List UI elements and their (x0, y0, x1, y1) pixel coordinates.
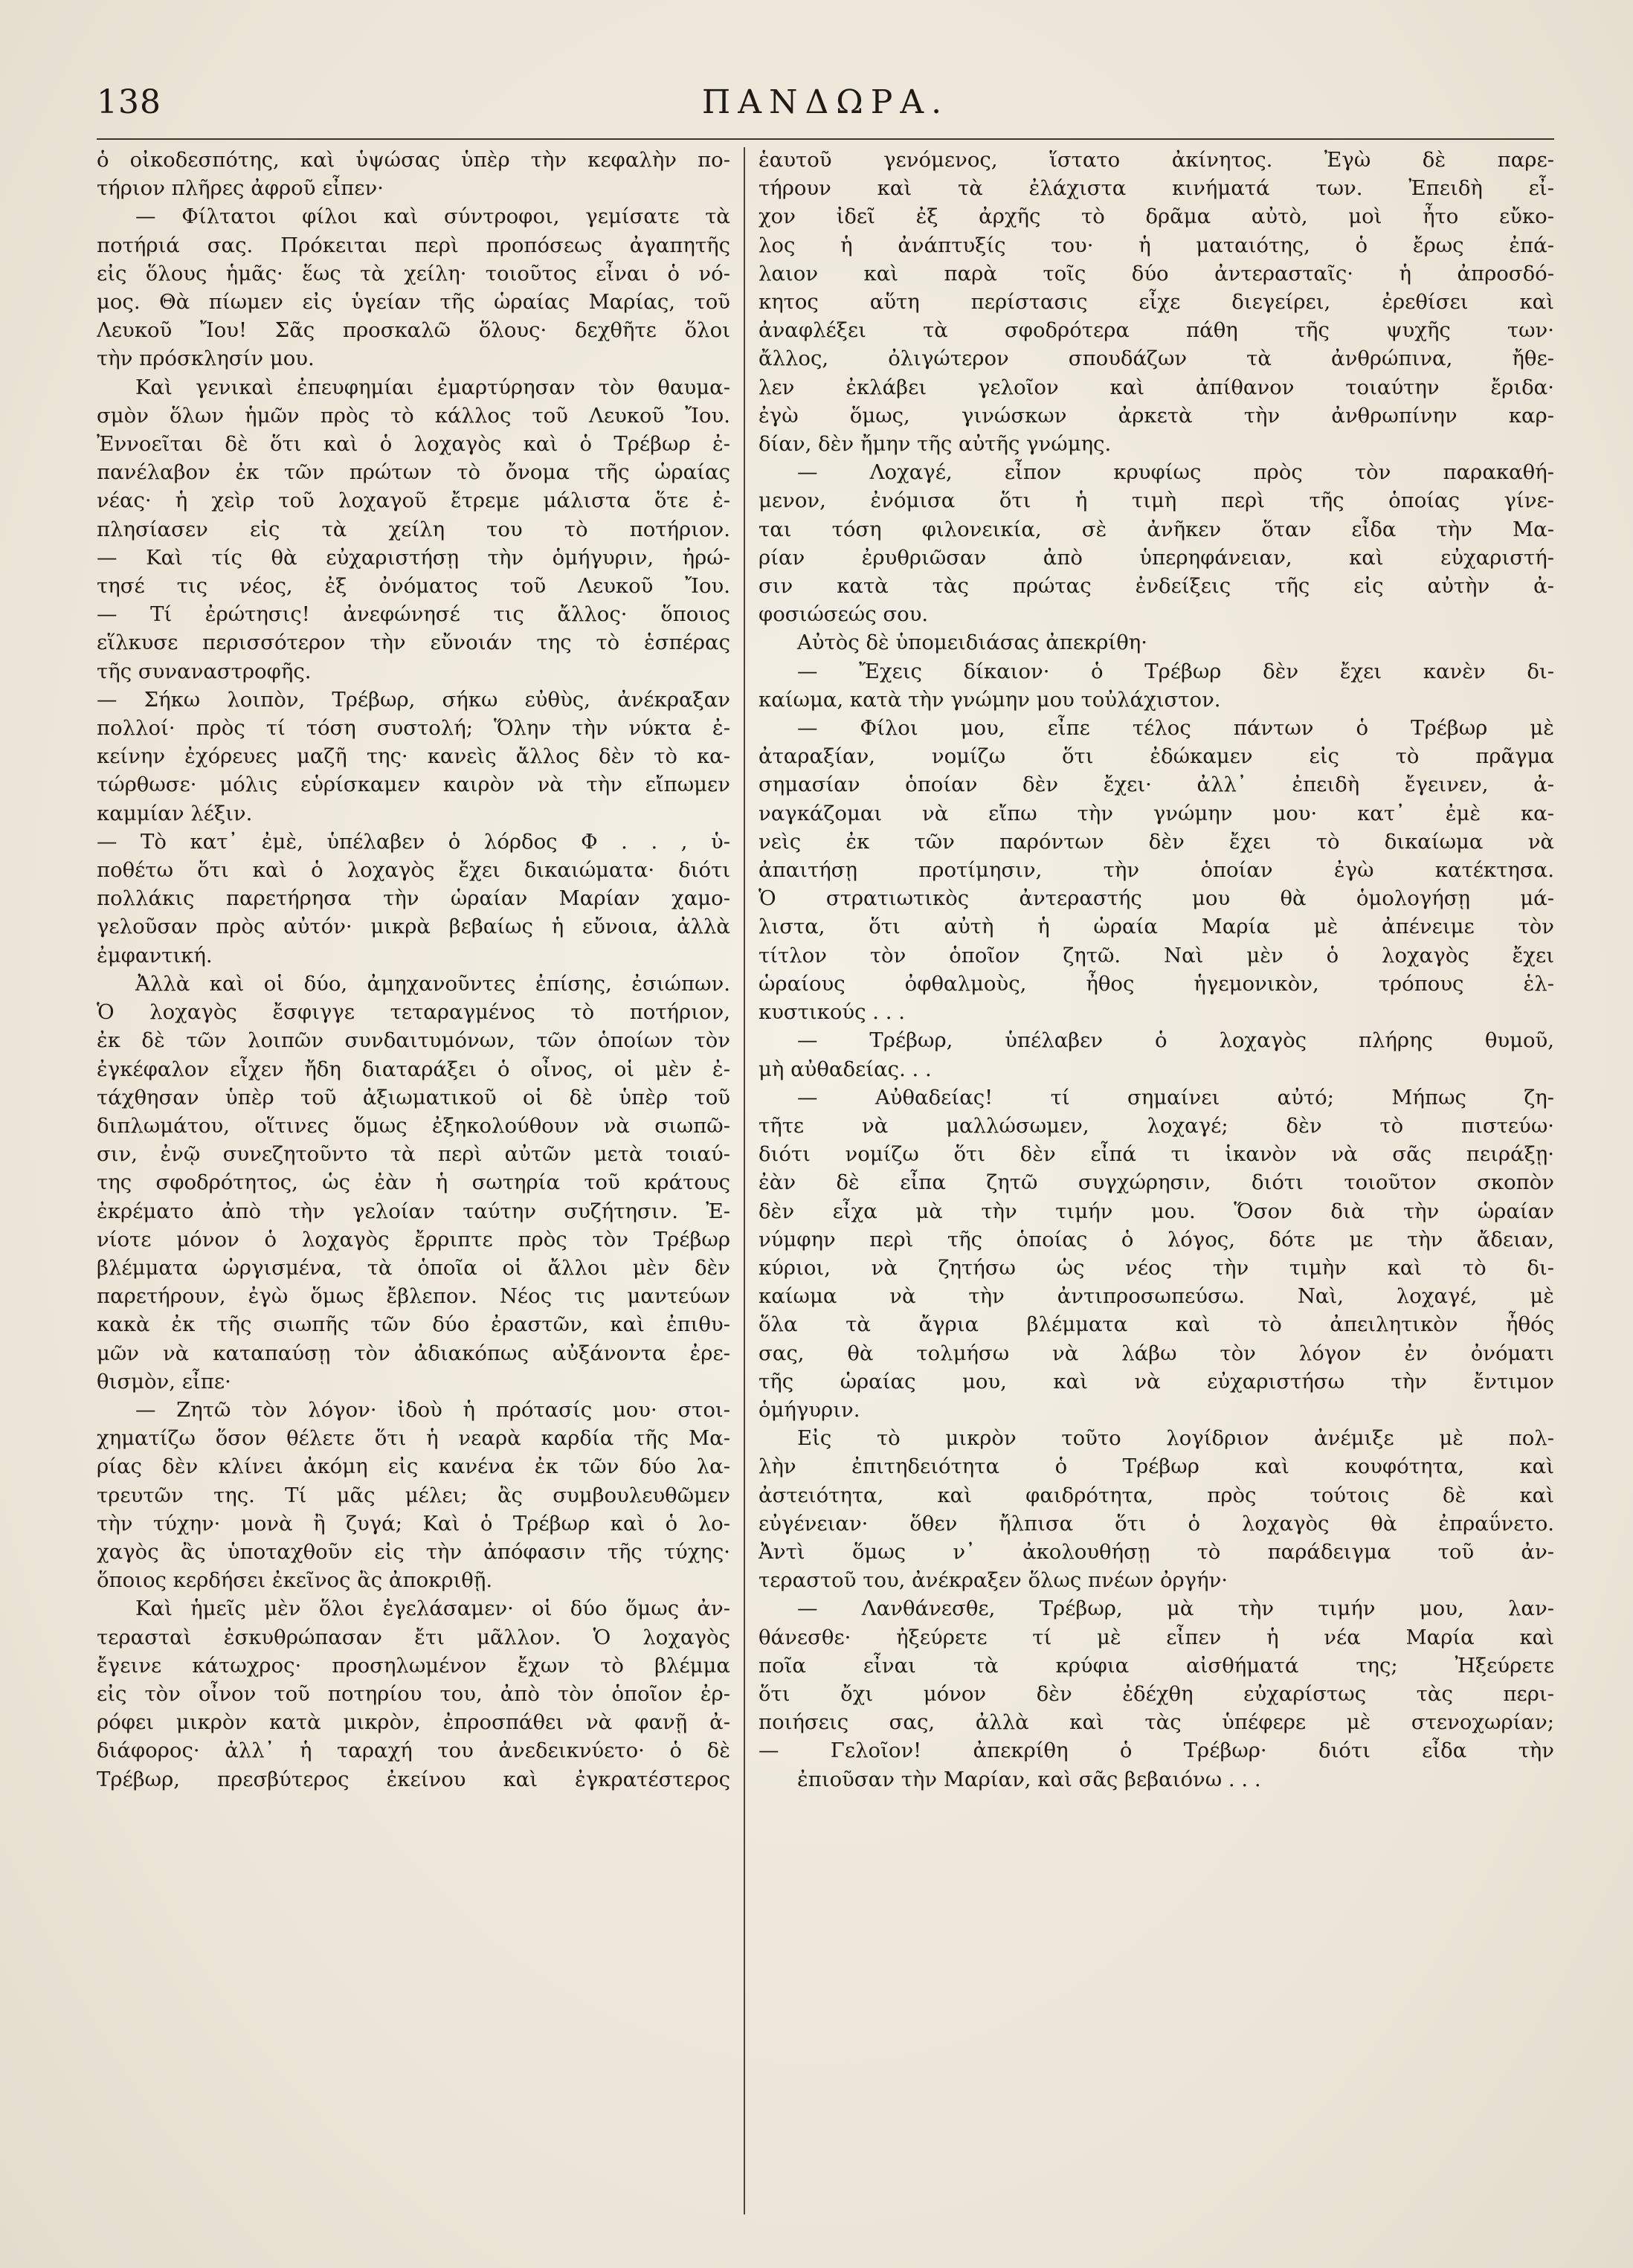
text-line: τερασταὶ ἐσκυθρώπασαν ἔτι μᾶλλον. Ὁ λοχαγὸς (97, 1625, 730, 1649)
text-line: — Ἔχεις δίκαιον· ὁ Τρέβωρ δὲν ἔχει κανὲν δι- (797, 659, 1554, 683)
text-line: τεραστοῦ του, ἀνέκραξεν ὅλως πνέων ὀργήν· (758, 1568, 1228, 1593)
text-line: λιστα, ὅτι αὐτὴ ἡ ὡραία Μαρία μὲ ἀπένειμε τὸν (758, 915, 1554, 939)
text-line: τῆς συναναστροφῆς. (97, 659, 312, 683)
text-line: τίτλον τὸν ὁποῖον ζητῶ. Ναὶ μὲν ὁ λοχαγὸς ἔχει (758, 943, 1554, 967)
text-line: Ἀλλὰ καὶ οἱ δύο, ἀμηχανοῦντες ἐπίσης, ἐσιώπων. (135, 971, 730, 996)
text-line: ὅτι ὄχι μόνον δὲν ἐδέχθη εὐχαρίστως τὰς περι- (758, 1681, 1554, 1706)
text-line: μενον, ἐνόμισα ὅτι ἡ τιμὴ περὶ τῆς ὁποίας γίνε- (758, 489, 1554, 513)
text-line: Καὶ γενικαὶ ἐπευφημίαι ἐμαρτύρησαν τὸν θαυμα- (135, 375, 730, 399)
text-line: σιν κατὰ τὰς πρώτας ἐνδείξεις τῆς εἰς αὐτὴν ἀ- (758, 574, 1554, 599)
text-line: ται τόση φιλονεικία, σὲ ἀνῆκεν ὅταν εἶδα τὴν Μα- (758, 517, 1554, 541)
text-line: ναγκάζομαι νὰ εἴπω τὴν γνώμην μου· κατ᾽ ἐμὲ κα- (758, 801, 1554, 825)
text-line: — Τὸ κατ᾽ ἐμὲ, ὑπέλαβεν ὁ λόρδος Φ . . , ὑ- (97, 829, 730, 854)
text-line: ποιήσεις σας, ἀλλὰ καὶ τὰς ὑπέφερε μὲ στενοχωρίαν; (758, 1710, 1554, 1735)
text-line: πολλάκις παρετήρησα τὴν ὡραίαν Μαρίαν χαμο- (97, 886, 730, 911)
page-header (97, 83, 1554, 128)
text-line: διάφορος· ἀλλ᾽ ἡ ταραχή του ἀνεδεικνύετο· ὁ δὲ (97, 1739, 730, 1763)
text-line: Εἰς τὸ μικρὸν τοῦτο λογίδριον ἀνέμιξε μὲ πολ- (797, 1426, 1554, 1451)
text-line: ὁ οἰκοδεσπότης, καὶ ὑψώσας ὑπὲρ τὴν κεφαλὴν πο- (97, 148, 730, 172)
text-line: κυστικούς . . . (758, 1000, 905, 1025)
text-line: Ὁ στρατιωτικὸς ἀντεραστής μου θὰ ὁμολογήσῃ μά- (758, 886, 1554, 911)
text-line: ἐγὼ ὅμως, γινώσκων ἀρκετὰ τὴν ἀνθρωπίνην καρ- (758, 403, 1554, 428)
text-line: λαιον καὶ παρὰ τοῖς δύο ἀντερασταῖς· ἡ ἀπροσδό- (758, 261, 1554, 286)
text-line: ἑαυτοῦ γενόμενος, ἵστατο ἀκίνητος. Ἐγὼ δὲ παρε- (758, 148, 1554, 172)
text-line: λὴν ἐπιτηδειότητα ὁ Τρέβωρ καὶ κουφότητα, καὶ (758, 1454, 1554, 1479)
text-line: — Φίλτατοι φίλοι καὶ σύντροφοι, γεμίσατε τὰ (135, 204, 730, 229)
text-line: τάχθησαν ὑπὲρ τοῦ ἀξιωματικοῦ οἱ δὲ ὑπὲρ τοῦ (97, 1085, 730, 1109)
text-line: ὅποιος κερδήσει ἐκεῖνος ἂς ἀποκριθῇ. (97, 1568, 493, 1593)
text-line: ποτήριά σας. Πρόκειται περὶ προπόσεως ἀγαπητῆς (97, 233, 730, 257)
text-line: τήρουν καὶ τὰ ἐλάχιστα κινήματά των. Ἐπειδὴ εἶ- (758, 176, 1554, 201)
text-line: δὲν εἶχα μὰ τὴν τιμήν μου. Ὅσον διὰ τὴν ὡραίαν (758, 1199, 1554, 1223)
text-line: τώρθωσε· μόλις εὑρίσκαμεν καιρὸν νὰ τὴν εἴπωμεν (97, 773, 730, 797)
text-line: θισμὸν, εἶπε· (97, 1369, 231, 1394)
text-line: πολλοί· πρὸς τί τόση συστολή; Ὅλην τὴν νύκτα ἐ- (97, 716, 730, 741)
text-line: ἀταραξίαν, νομίζω ὅτι ἐδώκαμεν εἰς τὸ πρᾶγμα (758, 744, 1554, 769)
text-line: Τρέβωρ, πρεσβύτερος ἐκείνου καὶ ἐγκρατέστερος (97, 1767, 730, 1791)
right-column (758, 146, 1554, 1794)
text-line: κύριοι, νὰ ζητήσω ὡς νέος τὴν τιμὴν καὶ τὸ δι- (758, 1255, 1554, 1280)
text-line: ἀπαιτήσῃ προτίμησιν, τὴν ὁποίαν ἐγὼ κατέκτησα. (758, 858, 1554, 883)
text-line: ἀστειότητα, καὶ φαιδρότητα, πρὸς τούτοις δὲ καὶ (758, 1483, 1554, 1507)
text-line: νεὶς ἐκ τῶν παρόντων δὲν ἔχει τὸ δικαίωμα νὰ (758, 829, 1554, 854)
left-column (97, 146, 730, 1794)
text-line: — Καὶ τίς θὰ εὐχαριστήσῃ τὴν ὁμήγυριν, ἠρώ- (97, 545, 730, 570)
text-line: φοσιώσεώς σου. (758, 602, 929, 627)
text-line: — Τρέβωρ, ὑπέλαβεν ὁ λοχαγὸς πλήρης θυμοῦ, (797, 1028, 1554, 1053)
text-line: σιν, ἐνῷ συνεζητοῦντο τὰ περὶ αὐτῶν μετὰ τοιαύ- (97, 1142, 730, 1167)
text-line: διότι νομίζω ὅτι δὲν εἶπά τι ἱκανὸν νὰ σᾶς πειράξῃ· (758, 1142, 1554, 1167)
text-line: καμμίαν λέξιν. (97, 801, 253, 825)
text-line: θάνεσθε· ἠξεύρετε τί μὲ εἶπεν ἡ νέα Μαρία καὶ (758, 1625, 1554, 1649)
text-line: ἐὰν δὲ εἶπα ζητῶ συγχώρησιν, διότι τοιοῦτον σκοπὸν (758, 1170, 1554, 1195)
text-line: — Λανθάνεσθε, Τρέβωρ, μὰ τὴν τιμήν μου, λαν- (797, 1597, 1554, 1621)
text-line: Λευκοῦ Ἴου! Σᾶς προσκαλῶ ὅλους· δεχθῆτε ὅλοι (97, 318, 730, 343)
text-line: γελοῦσαν πρὸς αὐτόν· μικρὰ βεβαίως ἡ εὔνοια, ἀλλὰ (97, 915, 730, 939)
text-line: της σφοδρότητος, ὡς ἐὰν ἡ σωτηρία τοῦ κράτους (97, 1170, 730, 1195)
text-line: — Τί ἐρώτησις! ἀνεφώνησέ τις ἄλλος· ὅποιος (97, 602, 730, 627)
text-line: Καὶ ἡμεῖς μὲν ὅλοι ἐγελάσαμεν· οἱ δύο ὅμως ἀν- (135, 1597, 730, 1621)
text-line: νίοτε μόνον ὁ λοχαγὸς ἔρριπτε πρὸς τὸν Τρέβωρ (97, 1227, 730, 1251)
text-line: ἄλλος, ὀλιγώτερον σπουδάζων τὰ ἀνθρώπινα, ἤθε- (758, 347, 1554, 371)
text-line: τήριον πλῆρες ἀφροῦ εἶπεν· (97, 176, 384, 201)
text-line: σμὸν ὅλων ἡμῶν πρὸς τὸ κάλλος τοῦ Λευκοῦ Ἴου. (97, 403, 730, 428)
text-line: εἰς ὅλους ἡμᾶς· ἕως τὰ χείλη· τοιοῦτος εἶναι ὁ νό- (97, 261, 730, 286)
text-line: ἐκ δὲ τῶν λοιπῶν συνδαιτυμόνων, τῶν ὁποίων τὸν (97, 1028, 730, 1053)
text-line: τὴν τύχην· μονὰ ἢ ζυγά; Καὶ ὁ Τρέβωρ καὶ ὁ λο- (97, 1511, 730, 1536)
text-line: — Σήκω λοιπὸν, Τρέβωρ, σήκω εὐθὺς, ἀνέκραξαν (97, 687, 730, 712)
text-line: πλησίασεν εἰς τὰ χείλη του τὸ ποτήριον. (97, 517, 730, 541)
running-title: ΠΑΝΔΩΡΑ. (701, 83, 950, 121)
text-line: τῆτε νὰ μαλλώσωμεν, λοχαγέ; δὲν τὸ πιστεύω· (758, 1113, 1554, 1138)
text-line: νύμφην περὶ τῆς ὁποίας ὁ λόγος, δότε με τὴν ἄδειαν, (758, 1227, 1554, 1251)
text-line: χον ἰδεῖ ἐξ ἀρχῆς τὸ δρᾶμα αὐτὸ, μοὶ ἦτο εὔκο- (758, 204, 1554, 229)
text-line: ἀναφλέξει τὰ σφοδρότερα πάθη τῆς ψυχῆς των· (758, 318, 1554, 343)
text-line: ρίαν ἐρυθριῶσαν ἀπὸ ὑπερηφάνειαν, καὶ εὐχαριστή- (758, 545, 1554, 570)
text-line: ρίας δὲν κλίνει ἀκόμη εἰς κανένα ἐκ τῶν δύο λα- (97, 1454, 730, 1479)
text-line: δίαν, δὲν ἤμην τῆς αὐτῆς γνώμης. (758, 432, 1112, 457)
text-line: ἐγκέφαλον εἶχεν ἤδη διαταράξει ὁ οἶνος, οἱ μὲν ἐ- (97, 1057, 730, 1081)
text-line: τῆς ὡραίας μου, καὶ νὰ εὐχαριστήσω τὴν ἔντιμον (758, 1369, 1554, 1394)
text-line: ὁμήγυριν. (758, 1397, 860, 1422)
text-line: μὴ αὐθαδείας. . . (758, 1057, 932, 1081)
text-line: ποθέτω ὅτι καὶ ὁ λοχαγὸς ἔχει δικαιώματα· διότι (97, 858, 730, 883)
text-line: κητος αὕτη περίστασις εἶχε διεγείρει, ἐρεθίσει καὶ (758, 290, 1554, 315)
text-line: — Λοχαγέ, εἶπον κρυφίως πρὸς τὸν παρακαθή- (797, 460, 1554, 485)
text-line: διπλωμάτου, οἵτινες ὅμως ἐξηκολούθουν νὰ σιωπῶ- (97, 1113, 730, 1138)
text-line: βλέμματα ὠργισμένα, τὰ ὁποῖα οἱ ἄλλοι μὲν δὲν (97, 1255, 730, 1280)
text-line: — Ζητῶ τὸν λόγον· ἰδοὺ ἡ πρότασίς μου· στοι- (135, 1397, 730, 1422)
text-line: καίωμα νὰ τὴν ἀντιπροσωπεύσω. Ναὶ, λοχαγέ, μὲ (758, 1284, 1554, 1309)
text-line: κακὰ ἐκ τῆς σιωπῆς τῶν δύο ἐραστῶν, καὶ ἐπιθυ- (97, 1312, 730, 1337)
text-line: ἐμφαντική. (97, 943, 213, 967)
text-line: κείνην ἐχόρευες μαζῆ της· κανεὶς ἄλλος δὲν τὸ κα- (97, 744, 730, 769)
header-rule (97, 138, 1554, 140)
column-divider (744, 147, 745, 2214)
text-line: μος. Θὰ πίωμεν εἰς ὑγείαν τῆς ὡραίας Μαρίας, τοῦ (97, 290, 730, 315)
text-line: εἰς τὸν οἶνον τοῦ ποτηρίου του, ἀπὸ τὸν ὁποῖον ἐρ- (97, 1681, 730, 1706)
text-line: ὡραίους ὀφθαλμοὺς, ἦθος ἡγεμονικὸν, τρόπους ἑλ- (758, 971, 1554, 996)
text-line: ἐκρέματο ἀπὸ τὴν γελοίαν ταύτην συζήτησιν. Ἐ- (97, 1199, 730, 1223)
text-line: λος ἡ ἀνάπτυξίς του· ἡ ματαιότης, ὁ ἔρως ἐπά- (758, 233, 1554, 257)
text-line: λεν ἐκλάβει γελοῖον καὶ ἀπίθανον τοιαύτην ἔριδα· (758, 375, 1554, 399)
text-line: τρευτῶν της. Τί μᾶς μέλει; ἂς συμβουλευθῶμεν (97, 1483, 730, 1507)
text-line: τὴν πρόσκλησίν μου. (97, 347, 315, 371)
text-line: ποῖα εἶναι τὰ κρύφια αἰσθήματά της; Ἠξεύρετε (758, 1653, 1554, 1678)
page-number: 138 (97, 83, 161, 121)
text-line: χηματίζω ὅσον θέλετε ὅτι ἡ νεαρὰ καρδία τῆς Μα- (97, 1426, 730, 1451)
text-line: ρόφει μικρὸν κατὰ μικρὸν, ἐπροσπάθει νὰ φανῇ ἀ- (97, 1710, 730, 1735)
text-line: Αὐτὸς δὲ ὑπομειδιάσας ἀπεκρίθη· (797, 631, 1147, 655)
text-line: τησέ τις νέος, ἐξ ὀνόματος τοῦ Λευκοῦ Ἴου. (97, 574, 730, 599)
text-line: ἐπιοῦσαν τὴν Μαρίαν, καὶ σᾶς βεβαιόνω . . . (797, 1767, 1261, 1791)
text-line: πανέλαβον ἐκ τῶν πρώτων τὸ ὄνομα τῆς ὡραίας (97, 460, 730, 485)
text-line: εἵλκυσε περισσότερον τὴν εὔνοιάν της τὸ ἑσπέρας (97, 631, 730, 655)
text-line: εὐγένειαν· ὅθεν ἤλπισα ὅτι ὁ λοχαγὸς θὰ ἐπραΰνετο. (758, 1511, 1554, 1536)
text-line: καίωμα, κατὰ τὴν γνώμην μου τοὐλάχιστον. (758, 687, 1221, 712)
text-line: παρετήρουν, ἐγὼ ὅμως ἔβλεπον. Νέος τις μαντεύων (97, 1284, 730, 1309)
text-line: ὅλα τὰ ἄγρια βλέμματα καὶ τὸ ἀπειλητικὸν ἦθός (758, 1312, 1554, 1337)
text-line: — Φίλοι μου, εἶπε τέλος πάντων ὁ Τρέβωρ μὲ (797, 716, 1554, 741)
text-line: μῶν νὰ καταπαύσῃ τὸν ἀδιακόπως αὐξάνοντα ἐρε- (97, 1341, 730, 1365)
text-line: — Γελοῖον! ἀπεκρίθη ὁ Τρέβωρ· διότι εἶδα τὴν (758, 1739, 1554, 1763)
text-line: σας, θὰ τολμήσω νὰ λάβω τὸν λόγον ἐν ὀνόματι (758, 1341, 1554, 1365)
text-line: — Αὐθαδείας! τί σημαίνει αὐτό; Μήπως ζη- (797, 1085, 1554, 1109)
text-line: νέας· ἡ χεὶρ τοῦ λοχαγοῦ ἔτρεμε μάλιστα ὅτε ἐ- (97, 489, 730, 513)
text-line: Ἀντὶ ὅμως ν᾽ ἀκολουθήσῃ τὸ παράδειγμα τοῦ ἀν- (758, 1539, 1554, 1564)
text-line: χαγὸς ἂς ὑποταχθοῦν εἰς τὴν ἀπόφασιν τῆς τύχης· (97, 1539, 730, 1564)
text-line: Ὁ λοχαγὸς ἔσφιγγε τεταραγμένος τὸ ποτήριον, (97, 1000, 730, 1025)
text-line: ἔγεινε κάτωχρος· προσηλωμένον ἔχων τὸ βλέμμα (97, 1653, 730, 1678)
text-line: Ἐννοεῖται δὲ ὅτι καὶ ὁ λοχαγὸς καὶ ὁ Τρέβωρ ἐ- (97, 432, 730, 457)
text-line: σημασίαν ὁποίαν δὲν ἔχει· ἀλλ᾽ ἐπειδὴ ἔγεινεν, ἀ- (758, 773, 1554, 797)
